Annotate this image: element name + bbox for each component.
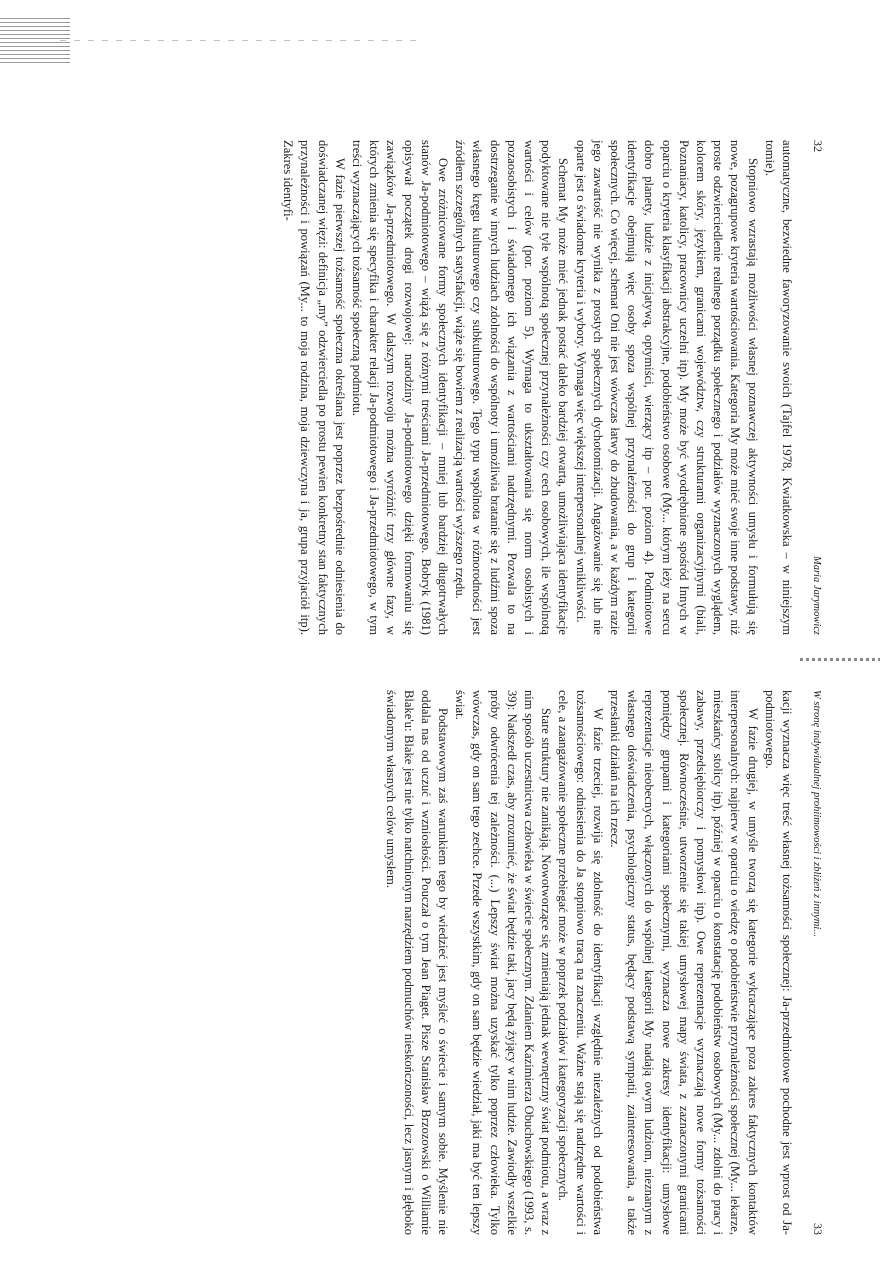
paragraph: automatyczne, bezwiedne faworyzowanie swoich (Tajfel 1978, Kwiatkowska – w niniejszym tomie). bbox=[762, 140, 794, 635]
running-head-title: W stronę indywidualnej prohiimowości i zbliżeń z innymi... bbox=[811, 690, 822, 938]
paragraph: W fazie pierwszej tożsamość społeczna określana jest poprzez bezpośrednie odniesienia do doświadczanej więzi: definicja „my” odzwierciedla po prostu pewien konkretny stan faktycznych przynależności i powiązań (My... to moja rodzina, moja dziewczyna i ja, grupa przyjaciół itp). Zakres identyfi- bbox=[281, 140, 347, 635]
scan-artifact-line bbox=[60, 40, 420, 41]
paragraph: Schemat My może mieć jednak postać daleko bardziej otwartą, umożliwiająca identyfikacje podyktowane nie tyle wspólnotą społecznej przynależności czy cech osobowych, ile wspólnotą wartości i celów (por. poziom 5). Wymaga to ukształtowania się norm osobistych i pozaosobistych i świadomego ich wiązania z wartościami nadrzędnymi. Pozwala to na dostrzeganie w innych ludziach zdolności do wspólnoty i umożliwia bratanie się z ludźmi spoza własnego kręgu kulturowego czy subkulturowego. Tego typu wspólnota w różnorodności jest źródłem szczególnych satysfakcji, wiąże się bowiem z realizacją wartości wyższego rzędu. bbox=[453, 140, 571, 635]
page-number-left: 32 bbox=[811, 140, 825, 152]
right-page-body bbox=[382, 690, 795, 1235]
running-head-left bbox=[803, 140, 825, 635]
paragraph: kacji wyznacza więc treść własnej tożsamości społecznej: Ja-przedmiotowe pochodne jest wprost od Ja-podmiotowego. bbox=[762, 690, 794, 1235]
gutter-mark bbox=[800, 658, 880, 661]
paragraph: Stare struktury nie zanikają. Nowotworzące się zmieniają jednak wewnętrzny świat podmiotu, a wraz z nim sposób uczestnictwa człowieka w świecie społecznym. Zdaniem Kazimierza Obuchowskiego (1993, s. 39): Nadszedł czas, aby zrozumieć, że świat będzie taki, jacy będą żyjący w nim ludzie. Zawiodły wszelkie próby odwrócenia tej zależności. (...) Lepszy świat można uzyskać tylko poprzez człowieka. Tylko wówczas, gdy on sam tego zechce. Przede wszystkim, gdy on sam będzie wiedział, jaki ma być ten lepszy świat. bbox=[453, 690, 554, 1235]
paragraph: Stopniowo wzrastają możliwości własnej poznawczej aktywności umysłu i formułują się nowe, pozagrupowe kryteria wartościowania. Kategoria My może mieć swoje inne podstawy, niż proste odzwierciedlenie realnego porządku społecznego i podziałów wyznaczonych wyglądem, kolorem skóry, językiem, granicami województw, czy strukturami organizacyjnymi (biali, Poznaniacy, katolicy, pracownicy uczelni itp). My może być wyodrębnione spośród Innych w oparciu o kryteria klasyfikacji abstrakcyjne, podobieństwo osobowe (My... którym leży na sercu dobro planety, ludzie z inicjatywą, optymiści, wierzący itp – por. poziom 4). Podmiotowe identyfikacje obejmują więc osoby spoza wspólnej przynależności do grup i kategorii społecznych. Co więcej, schemat Oni nie jest wówczas łatwy do zbudowania, a w każdym razie jego zawartość nie wynika z prostych społecznych dychotomizacji. Angażowanie się lub nie oparte jest o świadome kryteria i wybory. Wymaga więc większej interpersonalnej wnikliwości. bbox=[573, 140, 760, 635]
left-page-body bbox=[279, 140, 795, 635]
paragraph: Owe zróżnicowane formy społecznych identyfikacji – mniej lub bardziej długotrwałych stanów Ja-podmiotowego – wiążą się z różnymi treściami Ja-przedmiotowego. Bobryk (1981) opisywał początek drogi rozwojowej: narodziny Ja-podmiotowego dzięki formowaniu się zawiązków Ja-przedmiotowego. W dalszym rozwoju można wyróżnić trzy główne fazy, w których zmienia się specyfika i charakter relacji Ja-podmiotowego i Ja-przedmiotowego, w tym treści wyznaczających tożsamość społeczną podmiotu. bbox=[349, 140, 450, 635]
paragraph: W fazie drugiej, w umyśle tworzą się kategorie wykraczające poza zakres faktycznych kontaktów interpersonalnych: najpierw w oparciu o wiedzę o podobieństwie przynależności społecznej (My... lekarze, mieszkańcy stolicy itp), później w oparciu o konstatację podobieństw osobowych (My... zdolni do pracy i zabawy, przedsiębiorczy i pomysłowi itp). Owe reprezentacje wyznaczają nowe formy tożsamości społecznej. Równocześnie, utworzenie się takiej umysłowej mapy świata, z zaznaczonymi granicami pomiędzy grupami i kategoriami społecznymi, wyznacza nowe zakresy identyfikacji: umysłowe reprezentacje nieobecnych, włączonych do wspólnej kategorii My nadają owym ludziom, nieznanym z własnego doświadczenia, psychologiczny status, będący podstawą sympatii, zainteresowania, a także przesłanki działań na ich rzecz. bbox=[607, 690, 760, 1235]
paragraph: W fazie trzeciej, rozwija się zdolność do identyfikacji względnie niezależnych od podobieństwa tożsamościowego: odniesienia do Ja stopniowo tracą na znaczeniu. Ważne stają się nadrzędne wartości i cele, a zaangażowanie społeczne przebiegać może w poprzek podziałów i kategoryzacji społecznych. bbox=[556, 690, 605, 1235]
page-number-right: 33 bbox=[811, 1223, 825, 1235]
left-page bbox=[125, 140, 825, 635]
scan-artifact bbox=[0, 18, 70, 64]
paragraph: Podstawowym zaś warunkiem tego by wiedzieć jest myśleć o świecie i samym sobie. Myślenie nie oddala nas od uczuć i wzniosłości. Pouczał o tym Jean Piaget. Pisze Stanisław Brzozowski o Williamie Blake'u: Blake jest nie tylko natchnionym narzędziem podmuchów nieskończoności, lecz jasnym i głęboko świadomym własnych celów umysłem. bbox=[384, 690, 450, 1235]
running-head-right bbox=[803, 690, 825, 1235]
right-page bbox=[125, 690, 825, 1235]
running-head-author: Maria Jarymowicz bbox=[811, 555, 822, 635]
